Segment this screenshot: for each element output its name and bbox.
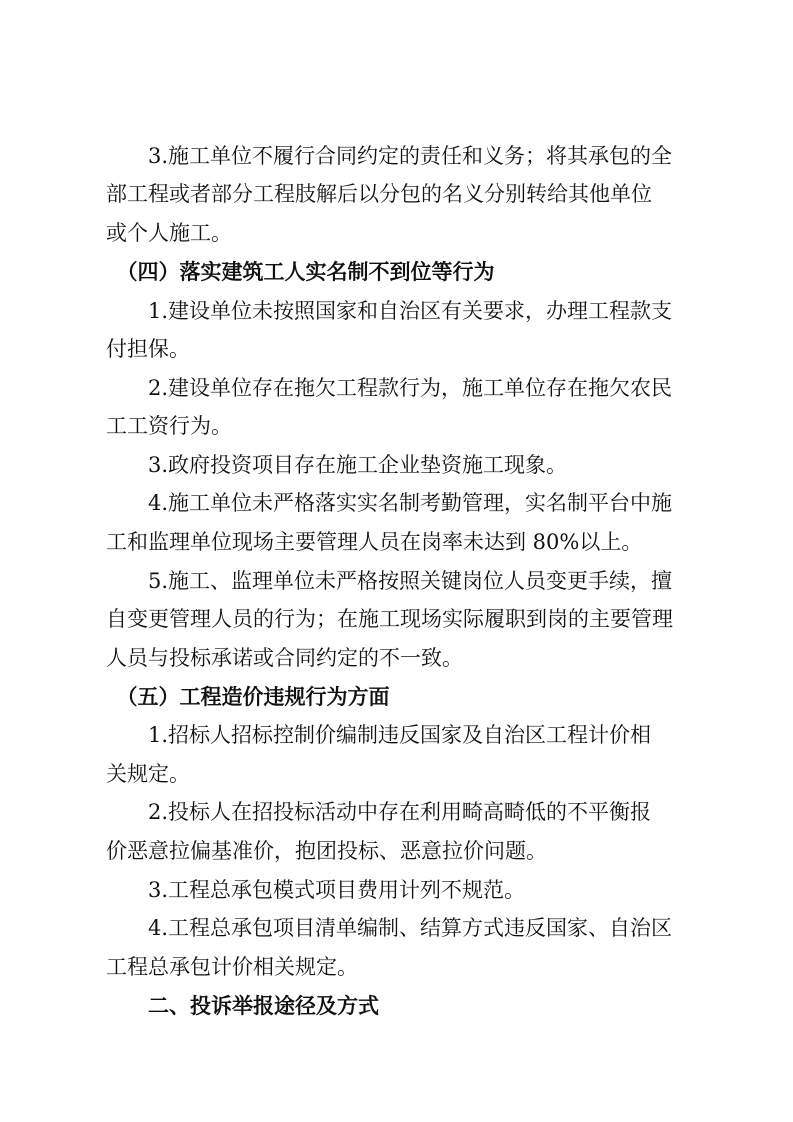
paragraph-line: 2.投标人在招投标活动中存在利用畸高畸低的不平衡报 xyxy=(106,800,652,824)
paragraph-line: 价恶意拉偏基准价，抱团投标、恶意拉价问题。 xyxy=(106,839,547,863)
paragraph-line: 或个人施工。 xyxy=(106,221,232,245)
paragraph-line: 工和监理单位现场主要管理人员在岗率未达到 80%以上。 xyxy=(106,530,643,554)
paragraph-line: 部工程或者部分工程肢解后以分包的名义分别转给其他单位 xyxy=(106,182,652,206)
paragraph-line: 2.建设单位存在拖欠工程款行为，施工单位存在拖欠农民 xyxy=(106,376,673,400)
paragraph-line: 工工资行为。 xyxy=(106,414,232,438)
paragraph-line: 3.工程总承包模式项目费用计列不规范。 xyxy=(106,878,526,902)
paragraph-line: 关规定。 xyxy=(106,762,190,786)
paragraph-line: 自变更管理人员的行为；在施工现场实际履职到岗的主要管理 xyxy=(106,607,673,631)
paragraph-line: 工程总承包计价相关规定。 xyxy=(106,955,358,979)
section-heading-5: （五）工程造价违规行为方面 xyxy=(106,685,390,709)
paragraph-line: 4.工程总承包项目清单编制、结算方式违反国家、自治区 xyxy=(106,916,673,940)
paragraph-line: 人员与投标承诺或合同约定的不一致。 xyxy=(106,646,463,670)
section-heading-2: 二、投诉举报途径及方式 xyxy=(106,994,379,1018)
section-heading-4: （四）落实建筑工人实名制不到位等行为 xyxy=(106,260,495,284)
paragraph-line: 4.施工单位未严格落实实名制考勤管理，实名制平台中施 xyxy=(106,491,673,515)
paragraph-line: 3.政府投资项目存在施工企业垫资施工现象。 xyxy=(106,453,568,477)
paragraph-line: 1.招标人招标控制价编制违反国家及自治区工程计价相 xyxy=(106,723,652,747)
paragraph-line: 付担保。 xyxy=(106,337,190,361)
paragraph-line: 1.建设单位未按照国家和自治区有关要求，办理工程款支 xyxy=(106,299,673,323)
paragraph-line: 3.施工单位不履行合同约定的责任和义务；将其承包的全 xyxy=(106,144,673,168)
paragraph-line: 5.施工、监理单位未严格按照关键岗位人员变更手续，擅 xyxy=(106,569,673,593)
